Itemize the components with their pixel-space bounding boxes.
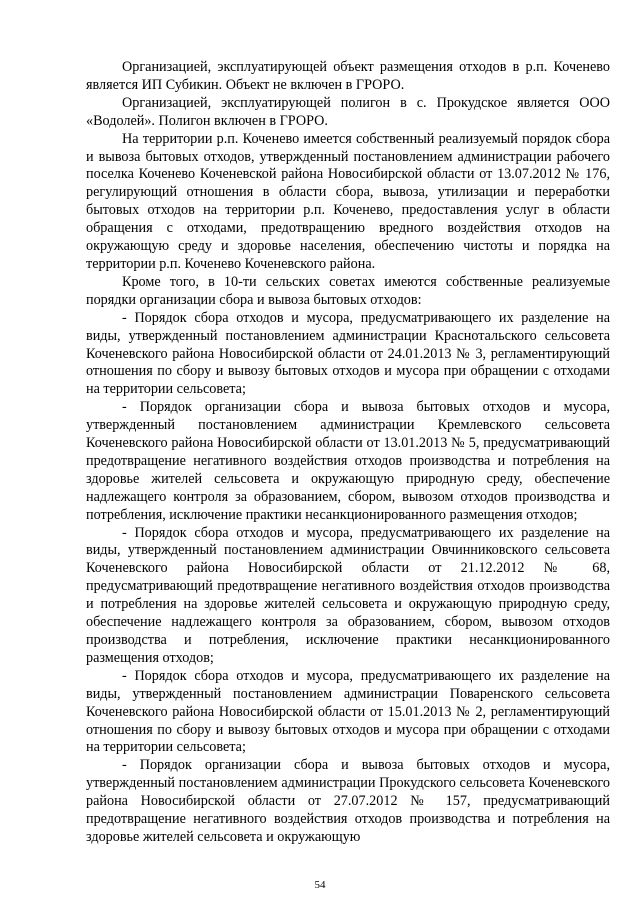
paragraph-krasnotalsky: - Порядок сбора отходов и мусора, предусматривающего их разделение на виды, утвержденный постановлением администрации Краснотальского сельсовета Коченевского района Новосибирской области от 24.01.2013 № 3, регламентирующий отношения по сбору и вывозу бытовых отходов и мусора при обращении с отходами на территории сельсовета; (86, 309, 610, 398)
page-number: 54 (314, 879, 326, 891)
paragraph-kochenevo-procedure: На территории р.п. Коченево имеется собственный реализуемый порядок сбора и вывоза бытовых отходов, утвержденный постановлением администрации рабочего поселка Коченево Коченевской района Новосибирской области от 13.07.2012 № 176, регулирующий отношения в области сбора, вывоза, утилизации и переработки бытовых отходов на территории р.п. Коченево, предоставления услуг в области обращения с отходами, предотвращению вредного воздействия отходов на окружающую среду и здоровье населения, обеспечению чистоты и порядка на территории р.п. Коченево Коченевского района. (86, 130, 610, 272)
paragraph-povarensky: - Порядок сбора отходов и мусора, предусматривающего их разделение на виды, утвержденный постановлением администрации Поваренского сельсовета Коченевского района Новосибирской области от 15.01.2013 № 2, регламентирующий отношения по сбору и вывозу бытовых отходов и мусора при обращении с отходами на территории сельсовета; (86, 667, 610, 756)
paragraph-rural-councils-intro: Кроме того, в 10-ти сельских советах имеются собственные реализуемые порядки организации сбора и вывоза бытовых отходов: (86, 273, 610, 308)
paragraph-operator-kochenevo: Организацией, эксплуатирующей объект размещения отходов в р.п. Коченево является ИП Субикин. Объект не включен в ГРОРО. (86, 59, 610, 93)
document-body (86, 59, 610, 847)
paragraph-ovchinnikovsky: - Порядок сбора отходов и мусора, предусматривающего их разделение на виды, утвержденный постановлением администрации Овчинниковского сельсовета Коченевского района Новосибирской области от 21.12.2012 № 68, предусматривающий предотвращение негативного воздействия отходов производства и потребления на здоровье жителей сельсовета и окружающую природную среду, обеспечение надлежащего контроля за образованием, сбором, вывозом отходов производства и потребления, исключение практики несанкционированного размещения отходов; (86, 524, 610, 666)
paragraph-operator-prokudskoe: Организацией, эксплуатирующей полигон в с. Прокудское является ООО «Водолей». Полигон включен в ГРОРО. (86, 94, 610, 129)
paragraph-prokudsky: - Порядок организации сбора и вывоза бытовых отходов и мусора, утвержденный постановлением администрации Прокудского сельсовета Коченевского района Новосибирской области от 27.07.2012 № 157, предусматривающий предотвращение негативного воздействия отходов производства и потребления на здоровье жителей сельсовета и окружающую (86, 757, 610, 845)
paragraph-kremlevsky: - Порядок организации сбора и вывоза бытовых отходов и мусора, утвержденный постановлением администрации Кремлевского сельсовета Коченевского района Новосибирской области от 13.01.2013 № 5, предусматривающий предотвращение негативного воздействия отходов производства и потребления на здоровье жителей сельсовета и окружающую природную среду, обеспечение надлежащего контроля за образованием, сбором, вывозом отходов производства и потребления, исключение практики несанкционированного размещения отходов; (86, 399, 610, 523)
